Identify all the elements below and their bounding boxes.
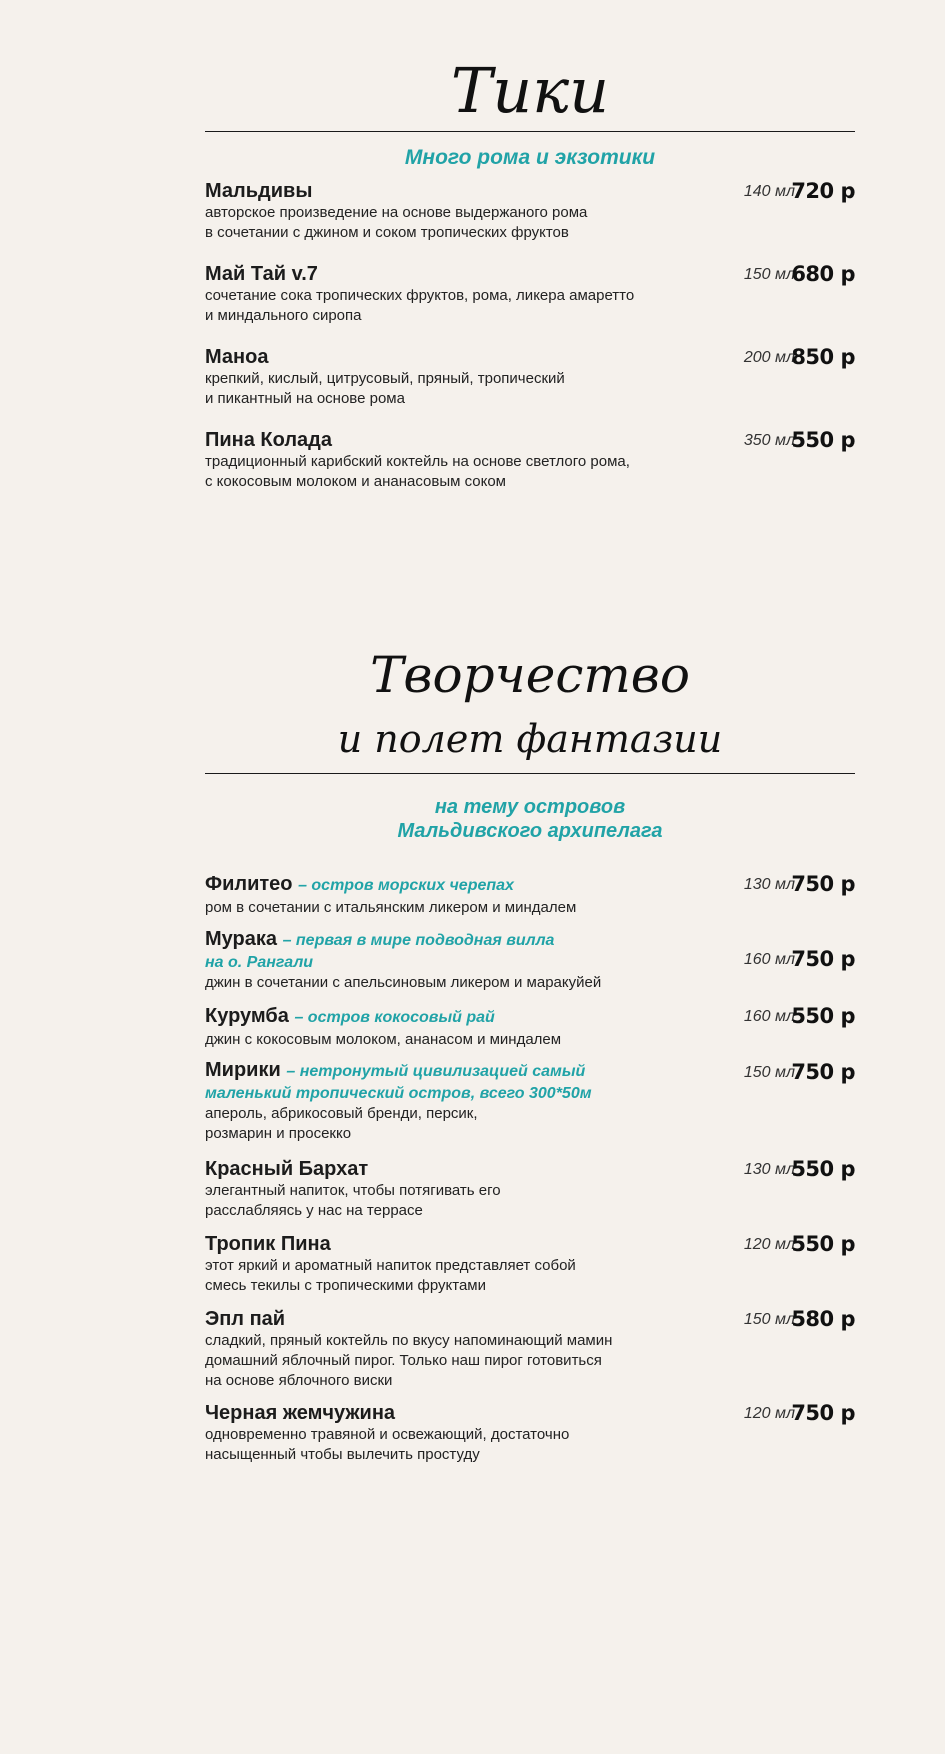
creative-section	[205, 620, 855, 1620]
menu-item	[205, 1232, 855, 1296]
item-description: традиционный карибский коктейль на основе светлого рома, с кокосовым молоком и ананасовым соком	[205, 453, 630, 490]
item-price: 680 р	[791, 262, 855, 286]
item-price: 850 р	[791, 345, 855, 369]
menu-item	[205, 179, 855, 243]
menu-item	[205, 428, 855, 492]
menu-item	[205, 1157, 855, 1221]
creative-title-line2: и полет фантазии	[337, 717, 723, 761]
item-price: 720 р	[791, 179, 855, 203]
creative-subtitle-line2: Мальдивского архипелага	[397, 820, 663, 842]
item-price: 550 р	[791, 428, 855, 452]
item-description: джин в сочетании с апельсиновым ликером и маракуйей	[205, 974, 602, 991]
item-price: 550 р	[791, 1232, 855, 1256]
item-price: 750 р	[791, 947, 855, 971]
item-description: апероль, абрикосовый бренди, персик, розмарин и просекко	[205, 1105, 478, 1142]
tiki-section	[205, 0, 855, 520]
creative-subtitle-line1: на тему островов	[434, 796, 626, 818]
item-volume: 200 мл	[743, 349, 795, 366]
menu-item	[205, 872, 855, 918]
item-description: одновременно травяной и освежающий, достаточно насыщенный чтобы вылечить простуду	[205, 1426, 570, 1463]
item-price: 550 р	[791, 1004, 855, 1028]
item-description: сочетание сока тропических фруктов, рома, ликера амаретто и миндального сиропа	[205, 287, 635, 324]
creative-title-line1: Творчество	[370, 646, 690, 704]
menu-item	[205, 1307, 855, 1391]
item-description: элегантный напиток, чтобы потягивать его расслабляясь у нас на террасе	[205, 1182, 501, 1219]
item-volume: 150 мл	[743, 266, 795, 283]
menu-item	[205, 1401, 855, 1465]
item-name: Курумба	[205, 1005, 289, 1027]
tiki-title: Тики	[450, 54, 610, 127]
item-price: 550 р	[791, 1157, 855, 1181]
item-price: 750 р	[791, 1060, 855, 1084]
item-name: Маноа	[205, 346, 269, 368]
item-volume: 120 мл	[743, 1236, 795, 1253]
menu-item	[205, 345, 855, 409]
creative-divider	[205, 773, 855, 774]
item-price: 580 р	[791, 1307, 855, 1331]
item-volume: 120 мл	[743, 1405, 795, 1422]
item-price: 750 р	[791, 872, 855, 896]
item-name: Красный Бархат	[205, 1158, 369, 1180]
item-price: 750 р	[791, 1401, 855, 1425]
menu-item	[205, 262, 855, 326]
item-volume: 350 мл	[743, 432, 795, 449]
item-name: Черная жемчужина	[205, 1402, 396, 1424]
item-name: Пина Колада	[205, 429, 333, 451]
item-description: ром в сочетании с итальянским ликером и миндалем	[205, 899, 577, 916]
item-name: Тропик Пина	[205, 1233, 331, 1255]
item-volume: 130 мл	[743, 1161, 795, 1178]
item-island-note: – первая в мире подводная вилла на о. Рангали	[205, 932, 555, 971]
item-volume: 150 мл	[743, 1064, 795, 1081]
item-description: крепкий, кислый, цитрусовый, пряный, тропический и пикантный на основе рома	[205, 370, 565, 407]
item-name: Мурака	[205, 928, 277, 950]
item-island-note: – остров морских черепах	[298, 877, 514, 894]
menu-item	[205, 1060, 855, 1144]
item-volume: 130 мл	[743, 876, 795, 893]
item-volume: 160 мл	[743, 951, 795, 968]
item-island-note: – остров кокосовый рай	[294, 1009, 495, 1026]
item-name: Май Тай v.7	[205, 263, 318, 285]
item-name: Эпл пай	[205, 1308, 286, 1330]
item-island-note: – нетронутый цивилизацией самый маленький тропический остров, всего 300*50м	[205, 1063, 592, 1102]
item-volume: 160 мл	[743, 1008, 795, 1025]
item-description: этот яркий и ароматный напиток представляет собой смесь текилы с тропическими фруктами	[205, 1257, 576, 1294]
item-name: Филитео	[205, 873, 293, 895]
item-volume: 140 мл	[743, 183, 795, 200]
item-volume: 150 мл	[743, 1311, 795, 1328]
menu-item	[205, 929, 855, 993]
item-description: джин с кокосовым молоком, ананасом и миндалем	[205, 1031, 562, 1048]
item-description: авторское произведение на основе выдержаного рома в сочетании с джином и соком тропических фруктов	[205, 204, 588, 241]
tiki-subtitle: Много рома и экзотики	[404, 146, 656, 169]
menu-item	[205, 1004, 855, 1050]
item-name: Мирики	[205, 1059, 281, 1081]
item-description: сладкий, пряный коктейль по вкусу напоминающий мамин домашний яблочный пирог. Только наш пирог готовиться на основе яблочного виски	[205, 1332, 613, 1389]
item-name: Мальдивы	[205, 180, 313, 202]
tiki-divider	[205, 131, 855, 132]
